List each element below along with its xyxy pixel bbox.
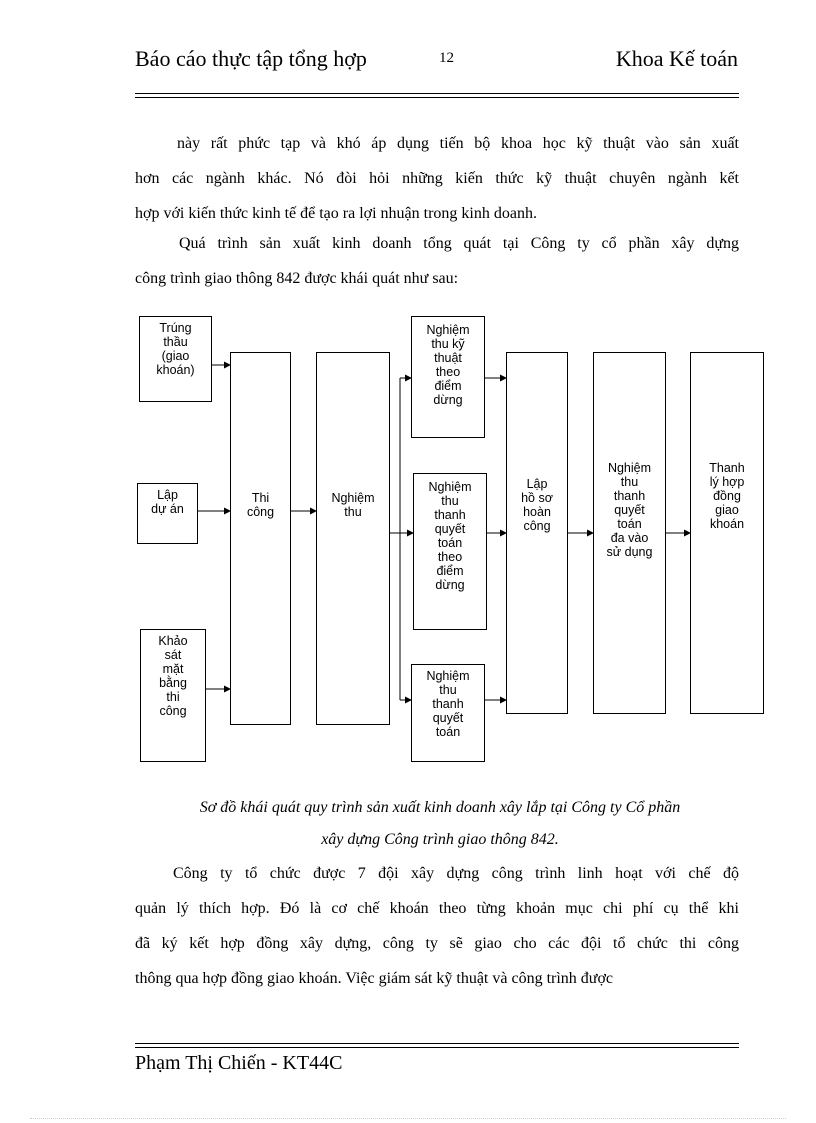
box-nt-thanh-quyet-toan-diem-dung: Nghiệm thu thanh quyết toán theo điểm dừng: [413, 473, 487, 630]
box-thanh-ly: Thanh lý hợp đồng giao khoán: [690, 352, 764, 714]
box-lap-ho-so: Lập hồ sơ hoàn công: [506, 352, 568, 714]
box-khao-sat: Khảo sát mặt bằng thi công: [140, 629, 206, 762]
box-nt-ky-thuat: Nghiệm thu kỹ thuật theo điểm dừng: [411, 316, 485, 438]
header-title: Báo cáo thực tập tổng hợp: [135, 46, 367, 71]
box-nt-dua-vao-su-dung: Nghiệm thu thanh quyết toán đa vào sử dụng: [593, 352, 666, 714]
text-line: hơn các ngành khác. Nó đòi hỏi những kiến thức kỹ thuật chuyên ngành kết: [135, 170, 739, 187]
text-line: Quá trình sản xuất kinh doanh tổng quát tại Công ty cổ phần xây dựng: [179, 235, 739, 252]
caption-line: Sơ đồ khái quát quy trình sản xuất kinh doanh xây lắp tại Công ty Cổ phần: [199, 799, 681, 816]
paragraph-teams: [135, 856, 739, 996]
footer-rule-top: [135, 1043, 739, 1044]
box-trung-thau: Trúng thầu (giao khoán): [139, 316, 212, 402]
footer-rule-bottom: [135, 1047, 739, 1048]
diagram-caption: [100, 792, 780, 856]
box-nt-thanh-quyet-toan: Nghiệm thu thanh quyết toán: [411, 664, 485, 762]
text-line: này rất phức tạp và khó áp dụng tiến bộ khoa học kỹ thuật vào sản xuất: [177, 135, 739, 152]
footer-author: Phạm Thị Chiến - KT44C: [135, 1052, 343, 1074]
header-department: Khoa Kế toán: [615, 46, 738, 71]
box-lap-du-an: Lập dự án: [137, 483, 198, 544]
box-nghiem-thu: Nghiệm thu: [316, 352, 390, 725]
text-line: thông qua hợp đồng giao khoán. Việc giám sát kỹ thuật và công trình được: [135, 970, 614, 987]
page-edge-divider: [30, 1118, 786, 1119]
text-line: đã ký kết hợp đồng xây dựng, công ty sẽ giao cho các đội tổ chức thi công: [135, 935, 739, 952]
page-number: 12: [439, 50, 454, 66]
text-line: Công ty tổ chức được 7 đội xây dựng công trình linh hoạt với chế độ: [173, 865, 739, 882]
caption-line: xây dựng Công trình giao thông 842.: [321, 831, 559, 848]
box-thi-cong: Thi công: [230, 352, 291, 725]
text-line: hợp với kiến thức kinh tế để tạo ra lợi nhuận trong kinh doanh.: [135, 205, 537, 222]
text-line: quản lý thích hợp. Đó là cơ chế khoán theo từng khoản mục chi phí cụ thể khi: [135, 900, 739, 917]
text-line: công trình giao thông 842 được khái quát như sau:: [135, 270, 459, 287]
